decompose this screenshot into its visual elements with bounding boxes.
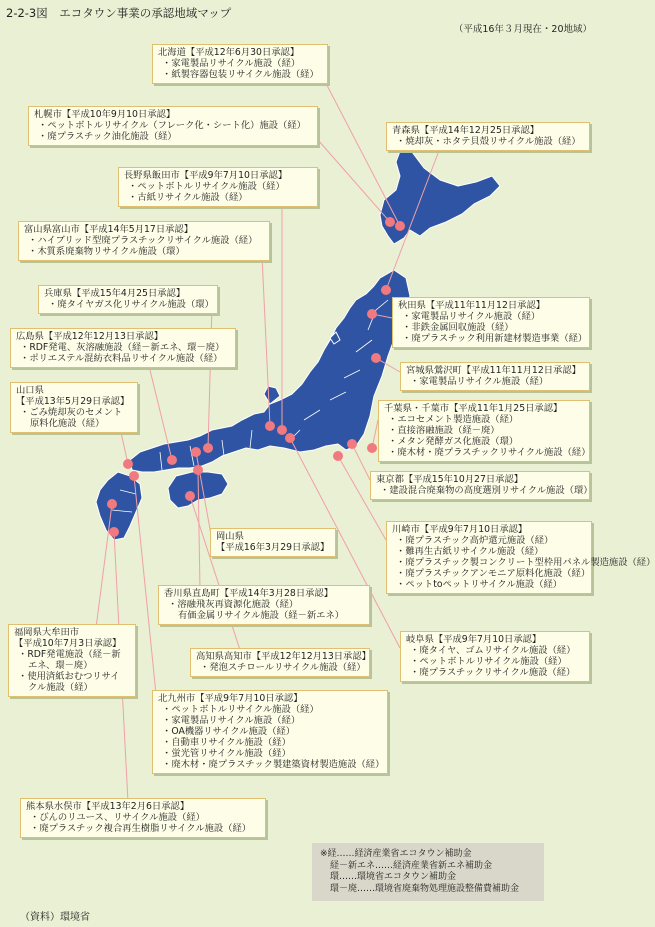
region-item: ・ 廃プラスチック油化施設（経） xyxy=(34,131,312,142)
region-item: ・ 非鉄金属回収施設（経） xyxy=(398,322,584,333)
region-item: ・ 自動車リサイクル施設（経） xyxy=(158,737,382,748)
region-box-sapporo xyxy=(28,106,318,146)
region-item: ・ 廃タイヤガス化リサイクル施設（環） xyxy=(44,299,212,310)
location-pin-miyagi xyxy=(371,353,381,363)
region-heading: 兵庫県【平成15年4月25日承認】 xyxy=(44,288,186,299)
region-item: ・ ペットボトルリサイクル施設（経） xyxy=(158,704,382,715)
region-item-continued: 原料化施設（経） xyxy=(30,418,105,429)
region-item: ・ 建設混合廃棄物の高度選別リサイクル施設（環） xyxy=(376,485,584,496)
region-box-yamaguchi xyxy=(10,382,138,433)
location-pin-hyogo xyxy=(203,443,213,453)
location-pin-omuta xyxy=(107,499,117,509)
region-box-hyogo xyxy=(38,285,218,314)
leader-line-yamaguchi xyxy=(120,428,128,464)
leader-line-kitakyushu xyxy=(134,476,156,694)
location-pin-kitakyushu xyxy=(129,471,139,481)
figure-title: 2-2-3図 エコタウン事業の承認地域マップ xyxy=(6,6,232,20)
region-heading: 富山県富山市【平成14年5月17日承認】 xyxy=(24,224,194,235)
region-heading: 川崎市【平成9年7月10日承認】 xyxy=(392,524,528,535)
location-pin-akita xyxy=(367,309,377,319)
region-heading: 千葉県・千葉市【平成11年1月25日承認】 xyxy=(384,403,563,414)
region-item: ・ 廃プラスチックリサイクル施設（経） xyxy=(406,667,584,678)
region-heading: 青森県【平成14年12月25日承認】 xyxy=(392,125,540,136)
region-item: ・ ペットボトルリサイクル施設（経） xyxy=(406,656,584,667)
location-pin-kochi xyxy=(185,491,195,501)
region-box-akita xyxy=(392,297,590,348)
region-item: ・ 廃プラスチック複合再生樹脂リサイクル施設（経） xyxy=(26,823,260,834)
region-item: ・ 廃木材・廃プラスチック製建築資材製造施設（経） xyxy=(158,759,382,770)
region-item: ・ RDF発電、灰溶融施設（経－新エネ、環－廃） xyxy=(16,342,230,353)
region-heading: 宮城県鶯沢町【平成11年11月12日承認】 xyxy=(406,365,581,376)
region-item: ・ エコセメント製造施設（経） xyxy=(384,414,584,425)
region-item: ・ 難再生古紙リサイクル施設（経） xyxy=(392,546,586,557)
region-heading-date: 【平成16年3月29日承認】 xyxy=(216,542,330,553)
region-item: ・ 廃プラスチックアンモニア原料化施設（経） xyxy=(392,568,586,579)
region-heading: 山口県 xyxy=(16,385,44,396)
region-box-okayama xyxy=(210,528,336,557)
location-pin-toyama xyxy=(265,421,275,431)
region-item: ・ OA機器リサイクル施設（経） xyxy=(158,726,382,737)
region-heading: 岐阜県【平成9年7月10日承認】 xyxy=(406,634,542,645)
region-item: ・ 使用済紙おむつリサイ xyxy=(14,671,130,682)
region-heading: 秋田県【平成11年11月12日承認】 xyxy=(398,300,546,311)
region-heading: 北海道【平成12年6月30日承認】 xyxy=(158,47,300,58)
region-box-kawasaki xyxy=(386,521,655,594)
region-box-toyama xyxy=(18,221,270,261)
region-heading-date: 【平成13年5月29日承認】 xyxy=(16,396,130,407)
region-heading: 福岡県大牟田市 xyxy=(14,627,80,638)
region-item: ・ 家電製品リサイクル施設（経） xyxy=(158,715,382,726)
region-box-kochi xyxy=(190,648,370,677)
location-pin-hiroshima xyxy=(167,455,177,465)
leader-line-sapporo xyxy=(318,140,390,222)
region-item: ・ 蛍光管リサイクル施設（経） xyxy=(158,748,382,759)
region-heading: 長野県飯田市【平成9年7月10日承認】 xyxy=(124,170,288,181)
region-heading: 広島県【平成12年12月13日承認】 xyxy=(16,331,164,342)
region-item: ・ 発泡スチロールリサイクル施設（経） xyxy=(196,662,364,673)
region-item: ・ 廃木材・廃プラスチックリサイクル施設（経） xyxy=(384,447,584,458)
region-box-hokkaido xyxy=(152,44,328,84)
legend-item: ※経……経済産業省エコタウン補助金 xyxy=(320,849,472,859)
location-pin-kawasaki xyxy=(333,451,343,461)
region-item: ・ ハイブリッド型廃プラスチックリサイクル施設（経） xyxy=(24,235,264,246)
leader-line-toyama xyxy=(262,256,270,426)
leader-line-kochi xyxy=(190,496,240,650)
region-item-continued: クル施設（経） xyxy=(28,682,93,693)
region-box-aomori xyxy=(386,122,590,151)
leader-line-hyogo xyxy=(208,305,212,448)
region-box-naoshima xyxy=(158,585,370,625)
region-heading: 札幌市【平成10年9月10日承認】 xyxy=(34,109,176,120)
region-item: ・ 溶融飛灰再資源化施設（経） xyxy=(164,599,364,610)
region-item: ・ メタン発酵ガス化施設（環） xyxy=(384,436,584,447)
region-item: ・ 焼却灰・ホタテ貝殻リサイクル施設（経） xyxy=(392,136,584,147)
location-pin-iida xyxy=(277,425,287,435)
region-item: ・ 廃プラスチック製コンクリート型枠用パネル製造施設（経） xyxy=(392,557,586,568)
region-item: ・ 家電製品リサイクル施設（経） xyxy=(398,311,584,322)
region-item: ・ ペットtoペットリサイクル施設（経） xyxy=(392,579,586,590)
region-item-continued: エネ、環－廃） xyxy=(28,660,93,671)
region-item: ・ 廃プラスチック利用新建材製造事業（経） xyxy=(398,333,584,344)
region-item: ・ ポリエステル混紡衣料品リサイクル施設（経） xyxy=(16,353,230,364)
region-item: ・ びんのリユース、リサイクル施設（経） xyxy=(26,812,260,823)
location-pin-yamaguchi xyxy=(123,459,133,469)
region-heading-date: 【平成10年7月3日承認】 xyxy=(14,638,122,649)
region-box-chiba xyxy=(378,400,590,462)
figure-note: （平成16年３月現在・20地域） xyxy=(453,24,592,35)
region-heading: 岡山県 xyxy=(216,531,244,542)
location-pin-okayama xyxy=(191,447,201,457)
region-item: ・ ペットボトルリサイクル施設（経） xyxy=(124,181,312,192)
region-item: ・ 廃プラスチック高炉還元施設（経） xyxy=(392,535,586,546)
legend-box xyxy=(312,843,544,901)
location-pin-sapporo xyxy=(385,217,395,227)
region-heading: 熊本県水俣市【平成13年2月6日承認】 xyxy=(26,801,190,812)
location-pin-hokkaido xyxy=(395,221,405,231)
region-item: ・ 家電製品リサイクル施設（経） xyxy=(158,58,322,69)
region-heading: 香川県直島町【平成14年3月28日承認】 xyxy=(164,588,334,599)
location-pin-chiba xyxy=(367,443,377,453)
region-item: ・ 紙製容器包装リサイクル施設（経） xyxy=(158,69,322,80)
legend-item: 環－廃……環境省廃棄物処理施設整備費補助金 xyxy=(330,883,520,894)
region-box-miyagi xyxy=(400,362,590,391)
region-box-minamata xyxy=(20,798,266,838)
location-pin-tokyo xyxy=(347,439,357,449)
region-heading: 高知県高知市【平成12年12月13日承認】 xyxy=(196,651,371,662)
location-pin-aomori xyxy=(381,285,391,295)
region-item-continued: 有価金属リサイクル施設（経－新エネ） xyxy=(178,610,345,621)
location-pin-minamata xyxy=(109,527,119,537)
legend-item: 環……環境省エコタウン補助金 xyxy=(330,872,457,882)
region-box-tokyo xyxy=(370,471,593,500)
region-box-kitakyushu xyxy=(152,690,388,774)
region-item: ・ ペットボトルリサイクル（フレーク化・シート化）施設（経） xyxy=(34,120,312,131)
region-box-hiroshima xyxy=(10,328,236,368)
region-item: ・ ごみ焼却灰のセメント xyxy=(16,407,132,418)
region-heading: 北九州市【平成9年7月10日承認】 xyxy=(158,693,303,704)
region-item: ・ 廃タイヤ、ゴムリサイクル施設（経） xyxy=(406,645,584,656)
legend-item: 経－新エネ……経済産業省新エネ補助金 xyxy=(330,860,493,871)
region-item: ・ RDF発電施設（経－新 xyxy=(14,649,130,660)
region-item: ・ 家電製品リサイクル施設（経） xyxy=(406,376,584,387)
region-box-gifu xyxy=(400,631,590,682)
location-pin-naoshima xyxy=(193,465,203,475)
location-pin-gifu xyxy=(285,433,295,443)
region-box-iida xyxy=(118,167,318,207)
region-item: ・ 古紙リサイクル施設（経） xyxy=(124,192,312,203)
region-item: ・ 直接溶融施設（経－廃） xyxy=(384,425,584,436)
region-box-omuta xyxy=(8,624,136,697)
region-item: ・ 木質系廃棄物リサイクル施設（環） xyxy=(24,246,264,257)
source-note: （資料）環境省 xyxy=(20,912,90,923)
region-heading: 東京都【平成15年10月27日承認】 xyxy=(376,474,524,485)
